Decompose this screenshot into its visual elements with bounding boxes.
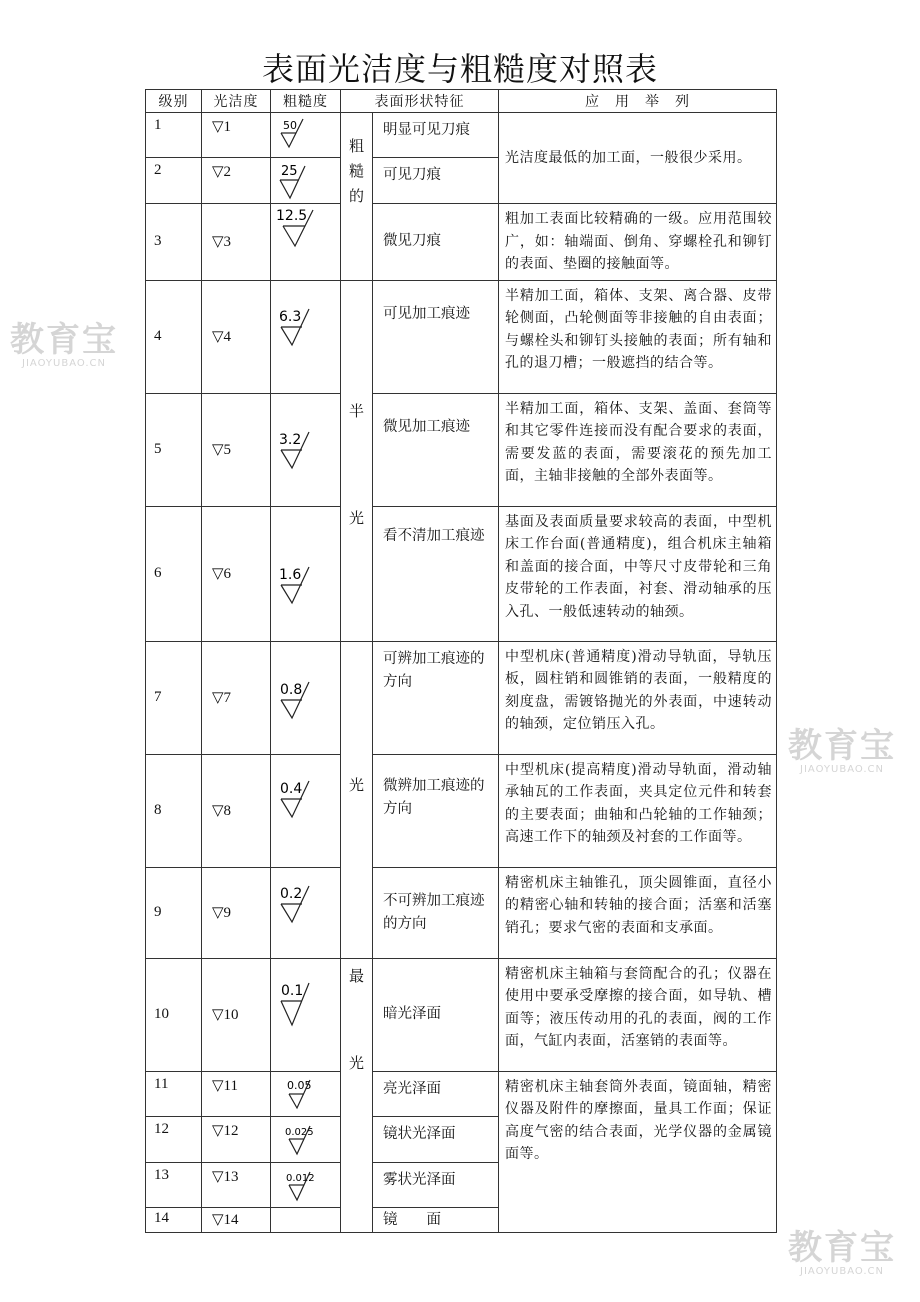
watermark-url: JIAOYUBAO.CN: [22, 358, 106, 369]
level-cell: 10: [146, 958, 202, 1071]
application-cell: 光洁度最低的加工面，一般很少采用。: [499, 113, 777, 204]
roughness-cell: [271, 1116, 341, 1162]
roughness-value: 1.6: [279, 566, 302, 583]
smoothness-cell: ▽8: [202, 754, 271, 867]
watermark-url: JIAOYUBAO.CN: [800, 764, 884, 775]
group-coarse: [341, 113, 373, 281]
level-cell: 6: [146, 506, 202, 641]
roughness-cell: [271, 641, 341, 754]
application-cell: 精密机床主轴套筒外表面，镜面轴，精密仪器及附件的摩擦面，量具工作面；保证高度气密的结合表面，光学仪器的金属镜面等。: [499, 1071, 777, 1232]
roughness-cell: [271, 393, 341, 506]
smoothness-cell: ▽1: [202, 113, 271, 158]
roughness-cell: [271, 158, 341, 204]
comparison-table: [145, 89, 777, 1233]
roughness-cell: [271, 506, 341, 641]
level-cell: 11: [146, 1071, 202, 1116]
group-char: 的: [348, 187, 364, 205]
table-row: [146, 113, 777, 158]
smoothness-cell: ▽7: [202, 641, 271, 754]
roughness-value: 0.012: [286, 1172, 315, 1184]
feature-cell: 微见加工痕迹: [373, 393, 499, 506]
level-cell: 4: [146, 280, 202, 393]
application-cell: 中型机床(提高精度)滑动导轨面，滑动轴承轴瓦的工作表面，夹具定位元件和转套的主要表面；曲轴和凸轮轴的工作轴颈；高速工作下的轴颈及衬套的工作面等。: [499, 754, 777, 867]
group-most-smooth: [341, 958, 373, 1232]
table-row: [146, 867, 777, 958]
table-row: [146, 754, 777, 867]
application-cell: 半精加工面，箱体、支架、离合器、皮带轮侧面，凸轮侧面等非接触的自由表面；与螺栓头和铆钉头接触的表面；所有轴和孔的退刀槽；一般遮挡的结合等。: [499, 280, 777, 393]
group-char: 光: [348, 1053, 364, 1072]
level-cell: 2: [146, 158, 202, 204]
group-char: 光: [348, 508, 364, 527]
roughness-value: 25: [281, 164, 298, 179]
roughness-cell: [271, 1162, 341, 1207]
smoothness-cell: ▽9: [202, 867, 271, 958]
roughness-value: 12.5: [276, 208, 308, 224]
roughness-cell: [271, 113, 341, 158]
roughness-value: 0.8: [280, 681, 303, 698]
feature-cell: 雾状光泽面: [373, 1162, 499, 1207]
roughness-value: 0.2: [280, 885, 303, 902]
roughness-symbol-icon: [271, 113, 331, 153]
roughness-value: 50: [283, 119, 297, 132]
roughness-value: 0.4: [280, 780, 303, 797]
table-row: [146, 204, 777, 281]
roughness-cell: [271, 204, 341, 281]
watermark-logo: [10, 322, 118, 369]
level-cell: 14: [146, 1207, 202, 1232]
feature-cell: 镜 面: [373, 1207, 499, 1232]
roughness-symbol-icon: [271, 281, 337, 351]
header-surface-shape: 表面形状特征: [341, 90, 499, 113]
application-cell: 精密机床主轴箱与套筒配合的孔；仪器在使用中要承受摩擦的接合面，如导轨、槽面等；液压传动用的孔的表面，阀的工作面，气缸内表面，活塞销的表面等。: [499, 958, 777, 1071]
roughness-symbol-icon: [271, 642, 337, 728]
group-char: 光: [348, 775, 364, 794]
feature-cell: 不可辨加工痕迹的方向: [373, 867, 499, 958]
group-char: 半: [348, 401, 364, 420]
application-cell: 基面及表面质量要求较高的表面，中型机床工作台面(普通精度)，组合机床主轴箱和盖面的接合面，中等尺寸皮带轮和三角皮带轮的工作表面，衬套、滑动轴承的压入孔、一般低速转动的轴颈。: [499, 506, 777, 641]
roughness-cell: [271, 958, 341, 1071]
group-char: 最: [348, 966, 364, 985]
smoothness-cell: ▽3: [202, 204, 271, 281]
watermark-text: 教育宝: [788, 726, 896, 766]
table-row: [146, 280, 777, 393]
roughness-value: 0.1: [281, 982, 304, 999]
smoothness-cell: ▽13: [202, 1162, 271, 1207]
watermark-text: 教育宝: [10, 320, 118, 360]
level-cell: 3: [146, 204, 202, 281]
roughness-value: 0.05: [287, 1078, 312, 1092]
application-cell: 粗加工表面比较精确的一级。应用范围较广，如：轴端面、倒角、穿螺栓孔和铆钉的表面、垫圈的接触面等。: [499, 204, 777, 281]
roughness-symbol-icon: [271, 868, 337, 928]
roughness-symbol-icon: [271, 1163, 337, 1205]
table-row: [146, 641, 777, 754]
watermark-logo: [788, 728, 896, 775]
table-row: [146, 1071, 777, 1116]
roughness-cell: [271, 867, 341, 958]
roughness-value: 0.025: [285, 1126, 314, 1138]
feature-cell: 镜状光泽面: [373, 1116, 499, 1162]
feature-cell: 明显可见刀痕: [373, 113, 499, 158]
watermark-text: 教育宝: [788, 1228, 896, 1268]
roughness-symbol-icon: [271, 158, 331, 200]
roughness-symbol-icon: [271, 507, 337, 611]
level-cell: 5: [146, 393, 202, 506]
watermark-logo: [788, 1230, 896, 1277]
roughness-cell: [271, 754, 341, 867]
feature-cell: 暗光泽面: [373, 958, 499, 1071]
feature-cell: 看不清加工痕迹: [373, 506, 499, 641]
level-cell: 9: [146, 867, 202, 958]
roughness-symbol-icon: [271, 755, 337, 823]
application-cell: 精密机床主轴锥孔，顶尖圆锥面，直径小的精密心轴和转轴的接合面；活塞和活塞销孔；要求气密的表面和支承面。: [499, 867, 777, 958]
group-char: 粗: [348, 137, 364, 155]
smoothness-cell: ▽11: [202, 1071, 271, 1116]
level-cell: 8: [146, 754, 202, 867]
level-cell: 7: [146, 641, 202, 754]
roughness-value: 3.2: [279, 431, 302, 448]
feature-cell: 微辨加工痕迹的方向: [373, 754, 499, 867]
feature-cell: 亮光泽面: [373, 1071, 499, 1116]
group-smooth: [341, 641, 373, 958]
roughness-cell: [271, 1207, 341, 1232]
group-char: 糙: [348, 162, 364, 180]
table-row: [146, 958, 777, 1071]
table-row: [146, 393, 777, 506]
application-cell: 半精加工面，箱体、支架、盖面、套筒等和其它零件连接而没有配合要求的表面，需要发蓝的表面，需要滚花的预先加工面，主轴非接触的全部外表面等。: [499, 393, 777, 506]
header-roughness: 粗糙度: [271, 90, 341, 113]
watermark-url: JIAOYUBAO.CN: [800, 1266, 884, 1277]
roughness-symbol-icon: [271, 959, 337, 1029]
level-cell: 12: [146, 1116, 202, 1162]
roughness-symbol-icon: [271, 1072, 337, 1112]
feature-cell: 微见刀痕: [373, 204, 499, 281]
smoothness-cell: ▽5: [202, 393, 271, 506]
application-cell: 中型机床(普通精度)滑动导轨面，导轨压板，圆柱销和圆锥销的表面，一般精度的刻度盘，需镀铬抛光的外表面，中速转动的轴颈，定位销压入孔。: [499, 641, 777, 754]
header-smoothness: 光洁度: [202, 90, 271, 113]
header-application: 应 用 举 列: [499, 90, 777, 113]
header-level: 级别: [146, 90, 202, 113]
roughness-symbol-icon: [271, 204, 337, 250]
feature-cell: 可见刀痕: [373, 158, 499, 204]
header-row: [146, 90, 777, 113]
smoothness-cell: ▽2: [202, 158, 271, 204]
roughness-symbol-icon: [271, 1117, 337, 1159]
page-title: 表面光洁度与粗糙度对照表: [261, 50, 658, 88]
roughness-value: 6.3: [279, 308, 302, 325]
smoothness-cell: ▽14: [202, 1207, 271, 1232]
smoothness-cell: ▽12: [202, 1116, 271, 1162]
table-row: [146, 506, 777, 641]
smoothness-cell: ▽10: [202, 958, 271, 1071]
feature-cell: 可见加工痕迹: [373, 280, 499, 393]
roughness-symbol-icon: [271, 428, 337, 472]
level-cell: 13: [146, 1162, 202, 1207]
feature-cell: 可辨加工痕迹的方向: [373, 641, 499, 754]
smoothness-cell: ▽6: [202, 506, 271, 641]
group-semi-smooth: [341, 280, 373, 641]
roughness-cell: [271, 1071, 341, 1116]
level-cell: 1: [146, 113, 202, 158]
smoothness-cell: ▽4: [202, 280, 271, 393]
roughness-cell: [271, 280, 341, 393]
